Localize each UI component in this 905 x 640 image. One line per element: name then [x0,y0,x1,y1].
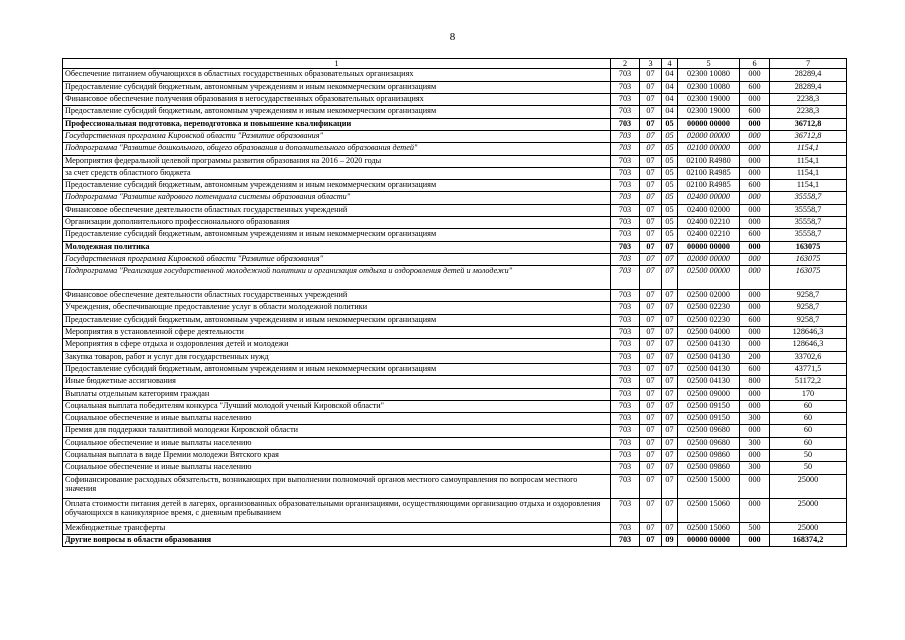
target-article-cell: 02500 02000 [678,290,740,302]
target-article-cell: 02500 04130 [678,339,740,351]
target-article-cell: 02500 15060 [678,498,740,522]
podrazdel-cell: 07 [662,498,678,522]
target-article-cell: 02500 09860 [678,450,740,462]
razdel-cell: 07 [640,192,662,204]
amount-cell: 60 [770,425,847,437]
razdel-cell: 07 [640,314,662,326]
amount-cell: 28289,4 [770,69,847,81]
target-article-cell: 02500 15000 [678,474,740,498]
row-name-cell: Иные бюджетные ассигнования [63,376,611,388]
vedomstvo-cell: 703 [611,400,640,412]
amount-cell: 36712,8 [770,130,847,142]
vedomstvo-cell: 703 [611,118,640,130]
row-name-cell: Молодежная политика [63,241,611,253]
table-row [63,216,847,228]
vedomstvo-cell: 703 [611,94,640,106]
target-article-cell: 00000 00000 [678,534,740,546]
amount-cell: 60 [770,413,847,425]
row-name-cell: за счет средств областного бюджета [63,167,611,179]
row-name-cell: Социальная выплата в виде Премии молодежи Вятского края [63,450,611,462]
razdel-cell: 07 [640,534,662,546]
razdel-cell: 07 [640,180,662,192]
podrazdel-cell: 07 [662,376,678,388]
target-article-cell: 00000 00000 [678,241,740,253]
razdel-cell: 07 [640,462,662,474]
amount-cell: 128646,3 [770,339,847,351]
budget-table [62,58,847,547]
razdel-cell: 07 [640,266,662,290]
page-number: 8 [449,31,456,43]
table-row [63,130,847,142]
amount-cell: 50 [770,462,847,474]
vedomstvo-cell: 703 [611,474,640,498]
razdel-cell: 07 [640,351,662,363]
amount-cell: 163075 [770,253,847,265]
razdel-cell: 07 [640,413,662,425]
target-article-cell: 02300 19000 [678,106,740,118]
amount-cell: 2238,3 [770,94,847,106]
amount-cell: 1154,1 [770,167,847,179]
row-name-cell: Организации дополнительного профессионального образования [63,216,611,228]
target-article-cell: 02500 04130 [678,376,740,388]
amount-cell: 1154,1 [770,143,847,155]
target-article-cell: 02400 02210 [678,216,740,228]
podrazdel-cell: 05 [662,204,678,216]
table-row [63,400,847,412]
vedomstvo-cell: 703 [611,351,640,363]
amount-cell: 170 [770,388,847,400]
amount-cell: 35558,7 [770,229,847,241]
expense-type-cell: 600 [740,229,770,241]
target-article-cell: 02500 09150 [678,413,740,425]
podrazdel-cell: 04 [662,94,678,106]
vedomstvo-cell: 703 [611,522,640,534]
vedomstvo-cell: 703 [611,413,640,425]
expense-type-cell: 000 [740,167,770,179]
podrazdel-cell: 07 [662,266,678,290]
expense-type-cell: 000 [740,327,770,339]
podrazdel-cell: 09 [662,534,678,546]
table-row [63,314,847,326]
expense-type-cell: 300 [740,462,770,474]
vedomstvo-cell: 703 [611,388,640,400]
row-name-cell: Межбюджетные трансферты [63,522,611,534]
vedomstvo-cell: 703 [611,437,640,449]
row-name-cell: Выплаты отдельным категориям граждан [63,388,611,400]
expense-type-cell: 000 [740,450,770,462]
row-name-cell: Обеспечение питанием обучающихся в областных государственных образовательных организациях [63,69,611,81]
expense-type-cell: 000 [740,253,770,265]
razdel-cell: 07 [640,69,662,81]
razdel-cell: 07 [640,474,662,498]
amount-cell: 25000 [770,522,847,534]
razdel-cell: 07 [640,450,662,462]
row-name-cell: Премия для поддержки талантливой молодежи Кировской области [63,425,611,437]
amount-cell: 43771,5 [770,363,847,375]
vedomstvo-cell: 703 [611,192,640,204]
amount-cell: 2238,3 [770,106,847,118]
razdel-cell: 07 [640,81,662,93]
table-row [63,462,847,474]
target-article-cell: 02500 02230 [678,302,740,314]
row-name-cell: Предоставление субсидий бюджетным, автономным учреждениям и иным некоммерческим организациям [63,180,611,192]
row-name-cell: Предоставление субсидий бюджетным, автономным учреждениям и иным некоммерческим организациям [63,314,611,326]
target-article-cell: 02300 10080 [678,81,740,93]
table-row [63,290,847,302]
target-article-cell: 02100 00000 [678,143,740,155]
row-name-cell: Финансовое обеспечение деятельности областных государственных учреждений [63,204,611,216]
target-article-cell: 02100 R4980 [678,155,740,167]
table-row [63,302,847,314]
vedomstvo-cell: 703 [611,130,640,142]
amount-cell: 60 [770,400,847,412]
podrazdel-cell: 07 [662,302,678,314]
row-name-cell: Предоставление субсидий бюджетным, автономным учреждениям и иным некоммерческим организациям [63,363,611,375]
vedomstvo-cell: 703 [611,81,640,93]
vedomstvo-cell: 703 [611,339,640,351]
expense-type-cell: 000 [740,204,770,216]
expense-type-cell: 000 [740,155,770,167]
target-article-cell: 02300 19000 [678,94,740,106]
amount-cell: 1154,1 [770,155,847,167]
vedomstvo-cell: 703 [611,241,640,253]
target-article-cell: 00000 00000 [678,118,740,130]
target-article-cell: 02500 02230 [678,314,740,326]
razdel-cell: 07 [640,204,662,216]
podrazdel-cell: 04 [662,69,678,81]
table-row [63,413,847,425]
target-article-cell: 02500 09680 [678,437,740,449]
table-row [63,339,847,351]
row-name-cell: Закупка товаров, работ и услуг для государственных нужд [63,351,611,363]
column-header-cell: 7 [770,59,847,69]
table-row [63,253,847,265]
razdel-cell: 07 [640,388,662,400]
target-article-cell: 02100 R4985 [678,167,740,179]
row-name-cell: Социальное обеспечение и иные выплаты населению [63,437,611,449]
expense-type-cell: 500 [740,522,770,534]
vedomstvo-cell: 703 [611,425,640,437]
expense-type-cell: 000 [740,534,770,546]
target-article-cell: 02500 09860 [678,462,740,474]
amount-cell: 168374,2 [770,534,847,546]
expense-type-cell: 600 [740,180,770,192]
table-row [63,143,847,155]
amount-cell: 60 [770,437,847,449]
razdel-cell: 07 [640,290,662,302]
target-article-cell: 02500 00000 [678,266,740,290]
razdel-cell: 07 [640,241,662,253]
podrazdel-cell: 07 [662,400,678,412]
podrazdel-cell: 07 [662,253,678,265]
row-name-cell: Подпрограмма "Развитие дошкольного, общего образования и дополнительного образования детей" [63,143,611,155]
amount-cell: 9258,7 [770,314,847,326]
vedomstvo-cell: 703 [611,462,640,474]
table-row [63,204,847,216]
expense-type-cell: 000 [740,266,770,290]
vedomstvo-cell: 703 [611,204,640,216]
vedomstvo-cell: 703 [611,314,640,326]
table-row [63,474,847,498]
table-row [63,118,847,130]
table-row [63,351,847,363]
podrazdel-cell: 07 [662,425,678,437]
expense-type-cell: 000 [740,302,770,314]
expense-type-cell: 000 [740,192,770,204]
table-row [63,180,847,192]
vedomstvo-cell: 703 [611,450,640,462]
expense-type-cell: 300 [740,437,770,449]
razdel-cell: 07 [640,94,662,106]
target-article-cell: 02500 04130 [678,351,740,363]
razdel-cell: 07 [640,363,662,375]
row-name-cell: Социальное обеспечение и иные выплаты населению [63,462,611,474]
razdel-cell: 07 [640,437,662,449]
target-article-cell: 02500 04000 [678,327,740,339]
vedomstvo-cell: 703 [611,167,640,179]
podrazdel-cell: 07 [662,290,678,302]
razdel-cell: 07 [640,143,662,155]
razdel-cell: 07 [640,425,662,437]
table-row [63,388,847,400]
expense-type-cell: 000 [740,474,770,498]
amount-cell: 33702,6 [770,351,847,363]
expense-type-cell: 600 [740,314,770,326]
expense-type-cell: 000 [740,130,770,142]
expense-type-cell: 000 [740,241,770,253]
vedomstvo-cell: 703 [611,302,640,314]
target-article-cell: 02400 02000 [678,204,740,216]
target-article-cell: 02500 09150 [678,400,740,412]
target-article-cell: 02400 02210 [678,229,740,241]
row-name-cell: Подпрограмма "Реализация государственной молодежной политики и организация отдыха и оздоровления детей и молодежи" [63,266,611,290]
razdel-cell: 07 [640,339,662,351]
amount-cell: 28289,4 [770,81,847,93]
podrazdel-cell: 05 [662,180,678,192]
vedomstvo-cell: 703 [611,253,640,265]
vedomstvo-cell: 703 [611,498,640,522]
table-row [63,437,847,449]
row-name-cell: Мероприятия федеральной целевой программы развития образования на 2016 – 2020 годы [63,155,611,167]
podrazdel-cell: 05 [662,118,678,130]
table-row [63,266,847,290]
podrazdel-cell: 07 [662,327,678,339]
amount-cell: 35558,7 [770,216,847,228]
expense-type-cell: 000 [740,339,770,351]
expense-type-cell: 600 [740,363,770,375]
row-name-cell: Мероприятия в установленной сфере деятельности [63,327,611,339]
podrazdel-cell: 07 [662,339,678,351]
razdel-cell: 07 [640,167,662,179]
amount-cell: 25000 [770,498,847,522]
row-name-cell: Государственная программа Кировской области "Развитие образования" [63,253,611,265]
row-name-cell: Предоставление субсидий бюджетным, автономным учреждениям и иным некоммерческим организациям [63,81,611,93]
podrazdel-cell: 05 [662,216,678,228]
amount-cell: 163075 [770,266,847,290]
amount-cell: 50 [770,450,847,462]
podrazdel-cell: 07 [662,437,678,449]
vedomstvo-cell: 703 [611,216,640,228]
podrazdel-cell: 04 [662,81,678,93]
column-header-cell: 4 [662,59,678,69]
vedomstvo-cell: 703 [611,143,640,155]
row-name-cell: Оплата стоимости питания детей в лагерях, организованных образовательными организациями, осуществляющими организацию отдыха и оздоровления обучающихся в каникулярное время, с дневным пребыванием [63,498,611,522]
amount-cell: 128646,3 [770,327,847,339]
podrazdel-cell: 07 [662,351,678,363]
target-article-cell: 02400 00000 [678,192,740,204]
razdel-cell: 07 [640,106,662,118]
vedomstvo-cell: 703 [611,290,640,302]
table-row [63,450,847,462]
expense-type-cell: 000 [740,69,770,81]
vedomstvo-cell: 703 [611,376,640,388]
table-row [63,167,847,179]
row-name-cell: Финансовое обеспечение деятельности областных государственных учреждений [63,290,611,302]
expense-type-cell: 600 [740,81,770,93]
column-header-cell: 3 [640,59,662,69]
amount-cell: 35558,7 [770,192,847,204]
table-row [63,81,847,93]
table-row [63,241,847,253]
amount-cell: 36712,8 [770,118,847,130]
table-row [63,106,847,118]
row-name-cell: Социальное обеспечение и иные выплаты населению [63,413,611,425]
table-row [63,376,847,388]
podrazdel-cell: 05 [662,192,678,204]
vedomstvo-cell: 703 [611,229,640,241]
vedomstvo-cell: 703 [611,106,640,118]
razdel-cell: 07 [640,118,662,130]
expense-type-cell: 000 [740,118,770,130]
row-name-cell: Социальная выплата победителям конкурса "Лучший молодой ученый Кировской области" [63,400,611,412]
podrazdel-cell: 05 [662,167,678,179]
podrazdel-cell: 07 [662,314,678,326]
podrazdel-cell: 05 [662,143,678,155]
vedomstvo-cell: 703 [611,363,640,375]
razdel-cell: 07 [640,216,662,228]
razdel-cell: 07 [640,498,662,522]
expense-type-cell: 000 [740,290,770,302]
razdel-cell: 07 [640,155,662,167]
target-article-cell: 02500 04130 [678,363,740,375]
expense-type-cell: 000 [740,498,770,522]
expense-type-cell: 600 [740,106,770,118]
podrazdel-cell: 07 [662,450,678,462]
amount-cell: 9258,7 [770,302,847,314]
expense-type-cell: 000 [740,143,770,155]
table-row [63,192,847,204]
vedomstvo-cell: 703 [611,180,640,192]
razdel-cell: 07 [640,253,662,265]
row-name-cell: Профессиональная подготовка, переподготовка и повышение квалификации [63,118,611,130]
target-article-cell: 02100 R4985 [678,180,740,192]
vedomstvo-cell: 703 [611,155,640,167]
column-header-cell: 2 [611,59,640,69]
target-article-cell: 02500 09680 [678,425,740,437]
amount-cell: 51172,2 [770,376,847,388]
podrazdel-cell: 05 [662,229,678,241]
target-article-cell: 02000 00000 [678,130,740,142]
expense-type-cell: 000 [740,388,770,400]
row-name-cell: Учреждения, обеспечивающие предоставление услуг в области молодежной политики [63,302,611,314]
podrazdel-cell: 07 [662,363,678,375]
amount-cell: 35558,7 [770,204,847,216]
table-row [63,534,847,546]
column-header-cell: 6 [740,59,770,69]
table-row [63,522,847,534]
vedomstvo-cell: 703 [611,534,640,546]
column-header-cell: 1 [63,59,611,69]
expense-type-cell: 300 [740,413,770,425]
razdel-cell: 07 [640,327,662,339]
column-header-cell: 5 [678,59,740,69]
target-article-cell: 02000 00000 [678,253,740,265]
vedomstvo-cell: 703 [611,327,640,339]
expense-type-cell: 800 [740,376,770,388]
podrazdel-cell: 05 [662,155,678,167]
table-row [63,155,847,167]
row-name-cell: Предоставление субсидий бюджетным, автономным учреждениям и иным некоммерческим организациям [63,229,611,241]
row-name-cell: Софинансирование расходных обязательств, возникающих при выполнении полномочий органов местного самоуправления по вопросам местного значения [63,474,611,498]
razdel-cell: 07 [640,376,662,388]
row-name-cell: Финансовое обеспечение получения образования в негосударственных образовательных организациях [63,94,611,106]
table-row [63,363,847,375]
vedomstvo-cell: 703 [611,266,640,290]
row-name-cell: Мероприятия в сфере отдыха и оздоровления детей и молодежи [63,339,611,351]
table-row [63,498,847,522]
razdel-cell: 07 [640,130,662,142]
target-article-cell: 02300 10080 [678,69,740,81]
row-name-cell: Предоставление субсидий бюджетным, автономным учреждениям и иным некоммерческим организациям [63,106,611,118]
razdel-cell: 07 [640,302,662,314]
vedomstvo-cell: 703 [611,69,640,81]
target-article-cell: 02500 15060 [678,522,740,534]
row-name-cell: Подпрограмма "Развитие кадрового потенциала системы образования области" [63,192,611,204]
amount-cell: 25000 [770,474,847,498]
table-row [63,94,847,106]
row-name-cell: Государственная программа Кировской области "Развитие образования" [63,130,611,142]
amount-cell: 1154,1 [770,180,847,192]
podrazdel-cell: 07 [662,522,678,534]
expense-type-cell: 000 [740,425,770,437]
table-row [63,425,847,437]
expense-type-cell: 000 [740,400,770,412]
podrazdel-cell: 07 [662,388,678,400]
target-article-cell: 02500 09000 [678,388,740,400]
row-name-cell: Другие вопросы в области образования [63,534,611,546]
podrazdel-cell: 07 [662,413,678,425]
podrazdel-cell: 07 [662,474,678,498]
expense-type-cell: 000 [740,94,770,106]
podrazdel-cell: 05 [662,130,678,142]
expense-type-cell: 200 [740,351,770,363]
podrazdel-cell: 07 [662,462,678,474]
podrazdel-cell: 07 [662,241,678,253]
razdel-cell: 07 [640,522,662,534]
podrazdel-cell: 04 [662,106,678,118]
amount-cell: 163075 [770,241,847,253]
razdel-cell: 07 [640,400,662,412]
amount-cell: 9258,7 [770,290,847,302]
table-row [63,69,847,81]
column-number-header [63,59,847,69]
table-row [63,327,847,339]
razdel-cell: 07 [640,229,662,241]
table-row [63,229,847,241]
expense-type-cell: 000 [740,216,770,228]
